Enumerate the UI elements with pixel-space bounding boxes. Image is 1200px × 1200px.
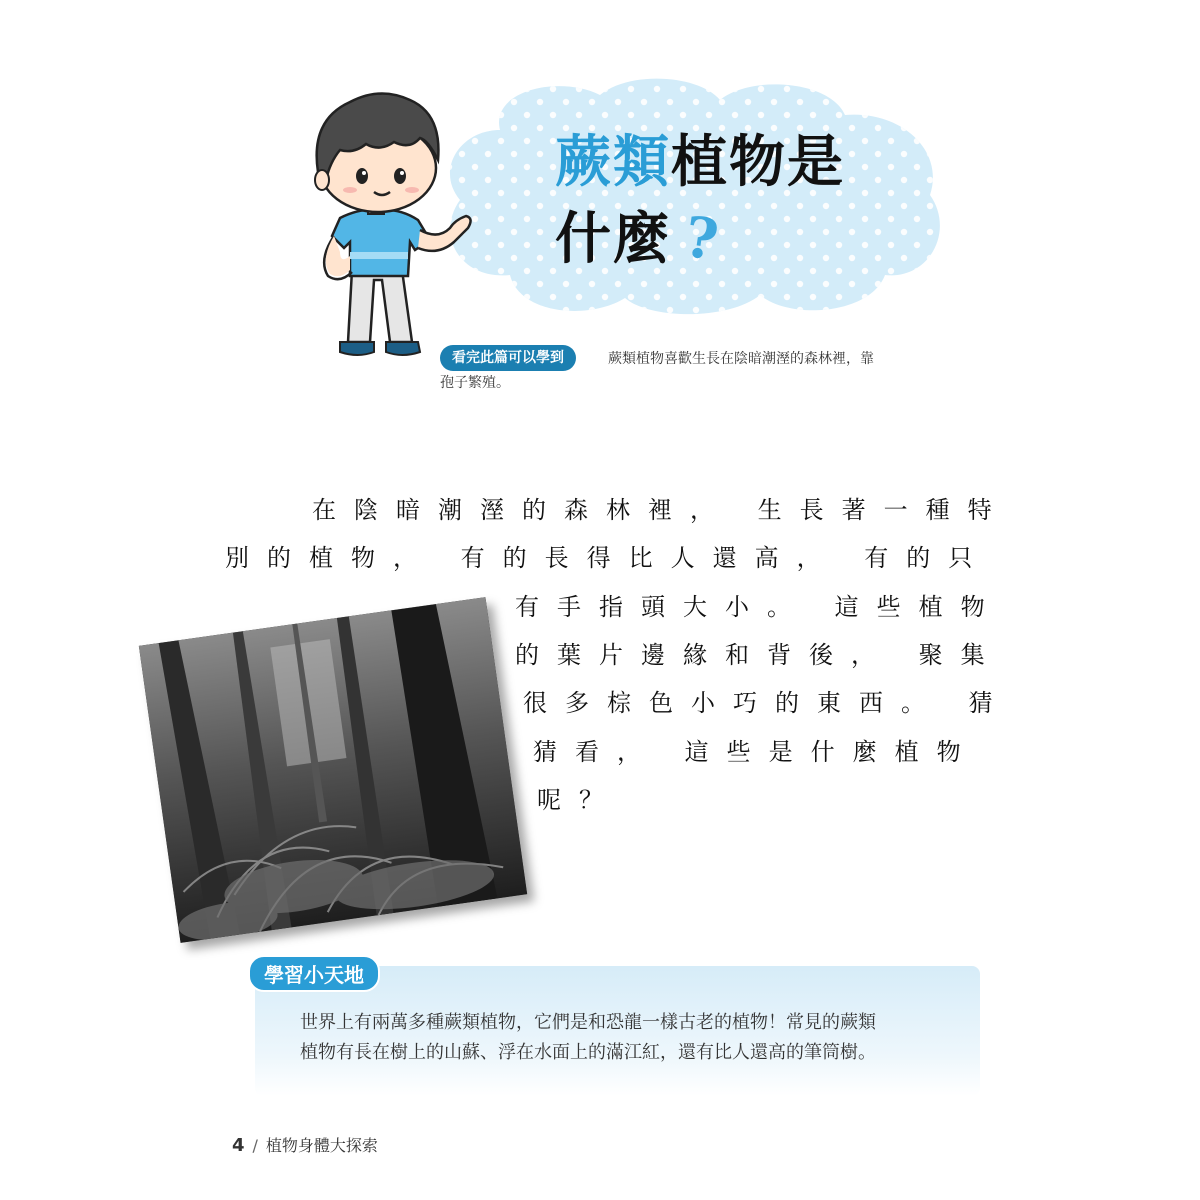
title-line-2 bbox=[555, 201, 845, 278]
page-number: 4 bbox=[232, 1135, 245, 1156]
body-line-2: 別的植物， 有的長得比人還高， 有的只 bbox=[225, 544, 991, 572]
forest-photo bbox=[139, 597, 527, 943]
boy-illustration bbox=[270, 80, 480, 360]
page-title bbox=[555, 125, 845, 278]
book-title: 植物身體大探索 bbox=[265, 1136, 378, 1155]
body-line-5: 很多棕色小巧的東西。 猜 bbox=[523, 689, 1011, 717]
learning-objective-text-2: 孢子繁殖。 bbox=[440, 375, 510, 391]
body-line-6: 猜看， 這些是什麼植物 bbox=[533, 738, 979, 766]
question-mark-icon: ? bbox=[680, 203, 725, 275]
learning-corner-badge: 學習小天地 bbox=[248, 955, 380, 992]
footer-separator: / bbox=[252, 1136, 258, 1155]
body-line-4: 的葉片邊緣和背後， 聚集 bbox=[515, 641, 1003, 669]
title-accent: 蕨類 bbox=[555, 130, 671, 195]
learning-corner-text bbox=[300, 1008, 960, 1068]
title-line-2-text: 什麼 bbox=[555, 207, 671, 272]
body-line-3: 有手指頭大小。 這些植物 bbox=[515, 593, 1003, 621]
title-line-1 bbox=[555, 125, 845, 201]
learning-corner-line-2: 植物有長在樹上的山蘇、浮在水面上的滿江紅，還有比人還高的筆筒樹。 bbox=[300, 1042, 876, 1063]
title-line-1-rest: 植物是 bbox=[671, 130, 845, 195]
page-footer bbox=[232, 1133, 378, 1156]
learning-objective-text-1: 蕨類植物喜歡生長在陰暗潮溼的森林裡，靠 bbox=[608, 351, 874, 367]
learning-objective-badge: 看完此篇可以學到 bbox=[440, 345, 576, 371]
body-line-7: 呢？ bbox=[537, 786, 621, 814]
body-line-1: 在陰暗潮溼的森林裡， 生長著一種特 bbox=[312, 496, 1010, 524]
learning-corner-line-1: 世界上有兩萬多種蕨類植物，它們是和恐龍一樣古老的植物！常見的蕨類 bbox=[300, 1012, 876, 1033]
